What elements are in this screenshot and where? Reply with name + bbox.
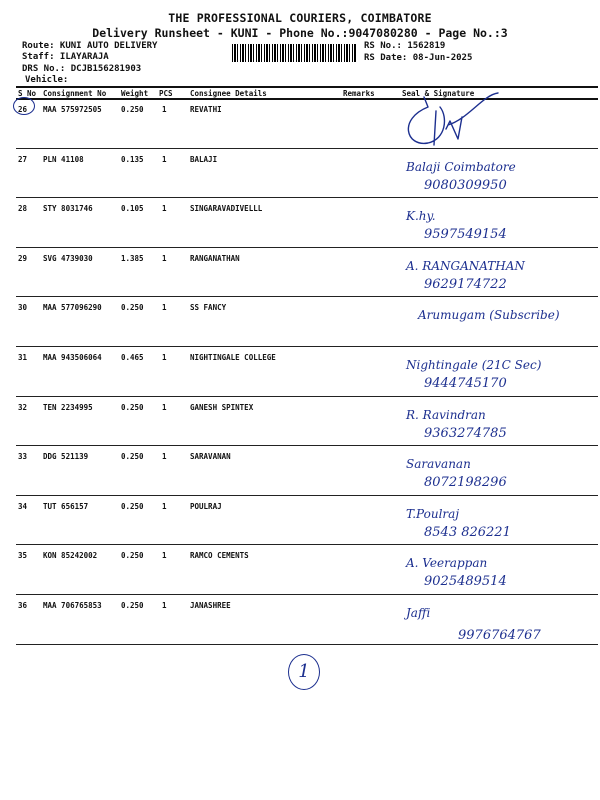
row-sno: 32 (18, 402, 28, 412)
row-signature (388, 595, 598, 645)
row-signature (388, 198, 598, 248)
signature-phone: 9597549154 (424, 227, 507, 243)
row-pcs: 1 (162, 551, 167, 561)
row-signature (388, 496, 598, 546)
row-consignee: JANASHREE (190, 601, 231, 610)
row-consignee: SINGARAVADIVELLL (190, 204, 263, 214)
row-weight: 0.135 (121, 154, 144, 164)
row-weight: 0.250 (121, 452, 144, 462)
signature-ink (388, 496, 598, 548)
rs-date: RS Date: 08-Jun-2025 (364, 53, 473, 63)
signature-ink (388, 595, 598, 647)
table-row (16, 397, 598, 447)
signature-name: R. Ravindran (406, 407, 486, 422)
row-consignment-no: KON 85242002 (43, 551, 98, 561)
signature-name: Saravanan (406, 457, 471, 472)
row-weight: 0.250 (121, 601, 144, 610)
signature-phone: 9444745170 (424, 376, 507, 391)
signature-phone: 9080309950 (424, 177, 507, 193)
signature-phone: 9976764767 (458, 628, 541, 643)
vehicle-label: Vehicle: (25, 75, 69, 85)
signature-ink (388, 99, 598, 151)
row-weight: 0.250 (121, 402, 144, 412)
row-weight: 1.385 (121, 253, 144, 263)
row-sno: 33 (18, 452, 28, 462)
row-sno: 26 (18, 105, 28, 114)
row-pcs: 1 (162, 105, 167, 114)
row-consignee: REVATHI (190, 105, 222, 114)
row-sno: 36 (18, 601, 28, 610)
col-remarks: Remarks (343, 89, 375, 98)
table-row (16, 347, 598, 397)
signature-name: Jaffi (406, 606, 431, 620)
row-sno: 29 (18, 253, 28, 263)
row-sno: 30 (18, 303, 28, 313)
row-consignment-no: MAA 943506064 (43, 353, 102, 362)
row-sno: 35 (18, 551, 28, 561)
row-sno: 27 (18, 154, 28, 164)
row-pcs: 1 (162, 154, 167, 164)
row-signature (388, 248, 598, 298)
row-weight: 0.465 (121, 353, 144, 362)
table-row (16, 198, 598, 248)
row-pcs: 1 (162, 402, 167, 412)
row-consignee: POULRAJ (190, 501, 222, 511)
row-pcs: 1 (162, 204, 167, 214)
signature-name: K.hy. (406, 209, 436, 224)
row-consignment-no: TUT 656157 (43, 501, 89, 511)
signature-name: A. RANGANATHAN (406, 258, 525, 273)
signature-phone: 9629174722 (424, 276, 507, 292)
row-signature (388, 297, 598, 347)
row-consignment-no: MAA 577096290 (43, 303, 102, 313)
row-consignee: SARAVANAN (190, 452, 231, 462)
row-sno: 28 (18, 204, 28, 214)
table-row (16, 297, 598, 347)
signature-phone: 9025489514 (424, 574, 507, 590)
row-pcs: 1 (162, 303, 167, 313)
row-consignee: RAMCO CEMENTS (190, 551, 249, 561)
signature-phone: 9363274785 (424, 425, 507, 441)
signature-ink (388, 248, 598, 300)
signature-name: A. Veerappan (406, 556, 488, 571)
row-consignment-no: PLN 41108 (43, 154, 84, 164)
row-consignment-no: SVG 4739030 (43, 253, 93, 263)
row-consignment-no: TEN 2234995 (43, 402, 93, 412)
table-row (16, 496, 598, 546)
col-sno: S No (18, 89, 37, 98)
row-pcs: 1 (162, 452, 167, 462)
row-consignment-no: MAA 706765853 (43, 601, 102, 610)
drs-label: DRS No.: DCJB156281903 (22, 64, 142, 74)
signature-ink (388, 347, 598, 399)
barcode (232, 44, 356, 62)
col-consignee: Consignee Details (190, 89, 267, 98)
row-signature (388, 446, 598, 496)
row-signature (388, 347, 598, 397)
row-signature (388, 99, 598, 149)
handwritten-page-mark: 1 (288, 654, 320, 690)
signature-name: Nightingale (21C Sec) (406, 358, 542, 372)
rs-number: RS No.: 1562819 (364, 41, 446, 51)
signature-scribble (408, 93, 498, 145)
signature-ink (388, 446, 598, 498)
row-consignment-no: STY 8031746 (43, 204, 93, 214)
row-pcs: 1 (162, 353, 167, 362)
header-top-rule (16, 86, 598, 88)
circled-first-sno (13, 97, 35, 115)
row-consignee: RANGANATHAN (190, 253, 240, 263)
runsheet-subtitle: Delivery Runsheet - KUNI - Phone No.:9047080280 - Page No.:3 (92, 26, 508, 40)
row-signature (388, 149, 598, 199)
route-label: Route: KUNI AUTO DELIVERY (22, 41, 158, 51)
signature-ink (388, 397, 598, 449)
row-consignee: SS FANCY (190, 303, 227, 313)
table-row (16, 595, 598, 645)
row-pcs: 1 (162, 601, 167, 610)
signature-phone: 8072198296 (424, 475, 507, 491)
row-consignee: NIGHTINGALE COLLEGE (190, 353, 276, 362)
row-pcs: 1 (162, 253, 167, 263)
signature-phone: 8543 826221 (424, 524, 511, 540)
row-separator (16, 644, 598, 645)
row-weight: 0.250 (121, 551, 144, 561)
row-pcs: 1 (162, 501, 167, 511)
row-sno: 31 (18, 353, 28, 362)
col-seal: Seal & Signature (402, 89, 475, 98)
row-weight: 0.250 (121, 303, 144, 313)
row-consignment-no: DDG 521139 (43, 452, 89, 462)
signature-ink (388, 149, 598, 201)
row-consignment-no: MAA 575972505 (43, 105, 102, 114)
signature-ink (388, 198, 598, 250)
table-row (16, 446, 598, 496)
table-row (16, 545, 598, 595)
row-consignee: BALAJI (190, 154, 218, 164)
signature-ink (388, 297, 598, 349)
signature-name: Balaji Coimbatore (406, 159, 516, 174)
row-weight: 0.250 (121, 501, 144, 511)
row-signature (388, 397, 598, 447)
row-weight: 0.105 (121, 204, 144, 214)
col-weight: Weight (121, 89, 149, 98)
row-sno: 34 (18, 501, 28, 511)
row-weight: 0.250 (121, 105, 144, 114)
table-row (16, 99, 598, 149)
staff-label: Staff: ILAYARAJA (22, 52, 109, 62)
table-row (16, 149, 598, 199)
signature-name: T.Poulraj (406, 506, 460, 521)
col-pcs: PCS (159, 89, 173, 98)
col-consignment: Consignment No (43, 89, 107, 98)
signature-name: Arumugam (Subscribe) (418, 308, 560, 323)
table-row (16, 248, 598, 298)
company-title: THE PROFESSIONAL COURIERS, COIMBATORE (168, 11, 432, 25)
row-consignee: GANESH SPINTEX (190, 402, 254, 412)
row-signature (388, 545, 598, 595)
signature-ink (388, 545, 598, 597)
